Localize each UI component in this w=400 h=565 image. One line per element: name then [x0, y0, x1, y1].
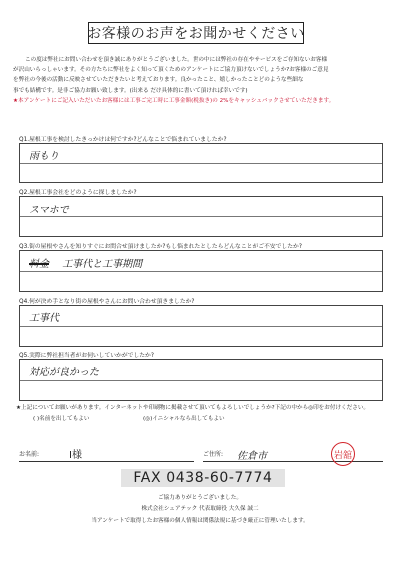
question-4-label: Q4.何が決め手となり街の屋根やさんにお問い合わせ頂きましたか?: [19, 299, 195, 305]
intro-line: を弊社の今後の活動に反映させていただきたいと考えております。良かったこと、嬉しかったことどのような些細な: [13, 77, 304, 84]
address-value: 佐倉市: [237, 451, 267, 462]
question-3-label: Q3.街の屋根やさんを知りすぐにお問合せ頂けましたか?もし悩まれたとしたらどんなことがご不安でしたか?: [19, 244, 302, 250]
question-1-answer: 雨もり: [29, 151, 59, 162]
title-box: [88, 22, 304, 44]
consent-notice: ★上記についてお願いがあります。インターネットや印刷物に掲載させて頂いてもよろしいでしょうか?下記の中から◎印をお付けください。: [16, 405, 370, 411]
intro-line: が沢山いらっしゃいます。その方たちに弊社をよく知って頂くためのアンケートにご協力頂けないでしょうか?お客様のご意見: [13, 67, 329, 74]
question-2-label: Q2.屋根工事会社をどのように探しましたか?: [19, 190, 137, 196]
question-3-struck-text: 料金: [29, 259, 49, 270]
question-2-answer: スマホで: [29, 205, 69, 216]
selected-mark: ◎: [145, 416, 151, 422]
name-label: お名前:: [19, 451, 40, 458]
question-5-answer-box: [19, 359, 383, 401]
thanks-text: ご協力ありがとうございました。: [158, 495, 242, 501]
address-underline: [203, 461, 383, 462]
seal-stamp: [331, 442, 355, 466]
name-underline: [19, 461, 194, 462]
question-5-label: Q5.実際に弊社担当者がお伺いしていかがでしたか?: [19, 353, 154, 359]
question-4-answer-box: [19, 305, 383, 347]
address-label: ご住所:: [203, 451, 224, 458]
intro-text: [13, 55, 389, 106]
seal-stamp-text: 岩舘: [333, 450, 352, 461]
intro-line: 事でも結構です。是非ご協力お願い致します。(出来る だけ具体的に書いて頂ければ幸いです): [13, 87, 248, 94]
cashback-notice: ★本アンケートにご記入いただいたお客様には工事ご完工時に工事金額(税抜き)の 2%をキャッシュバックさせていただきます。: [13, 97, 335, 104]
question-2-answer-box: [19, 196, 383, 237]
fax-number: FAX 0438-60-7774: [133, 470, 273, 486]
name-value: I様: [69, 450, 82, 461]
question-5-answer: 対応が良かった: [29, 367, 99, 378]
question-3-answer: [29, 255, 142, 270]
question-1-label: Q1.屋根工事を検討したきっかけは何ですか?どんなことで悩まれていましたか?: [19, 137, 227, 143]
consent-option-name-label: ( )名前を出してもよい: [33, 416, 90, 422]
consent-option-name[interactable]: [33, 414, 90, 422]
intro-line: この度は弊社にお問い合わせを頂き誠にありがとうございました。世の中には弊社の存在やサービスをご存知ないお客様: [25, 57, 328, 63]
consent-option-initial-label: イニシャルなら出してもよい: [152, 416, 225, 422]
question-1-answer-box: [19, 143, 383, 183]
page-title: お客様のお声をお聞かせください: [87, 26, 305, 42]
question-3-answer-box: [19, 250, 383, 292]
question-4-answer: 工事代: [29, 313, 59, 324]
question-3-answer-text: 工事代と工事期間: [62, 259, 143, 270]
privacy-text: 当アンケートで取得したお客様の個人情報は関係法規に基づき厳正に管理いたします。: [91, 518, 309, 524]
company-text: 株式会社シェアテック 代表取締役 大久保 誠二: [141, 506, 259, 512]
consent-option-initial[interactable]: (◎)イニシャルなら出してもよい: [143, 416, 225, 422]
fax-box: [121, 469, 285, 487]
